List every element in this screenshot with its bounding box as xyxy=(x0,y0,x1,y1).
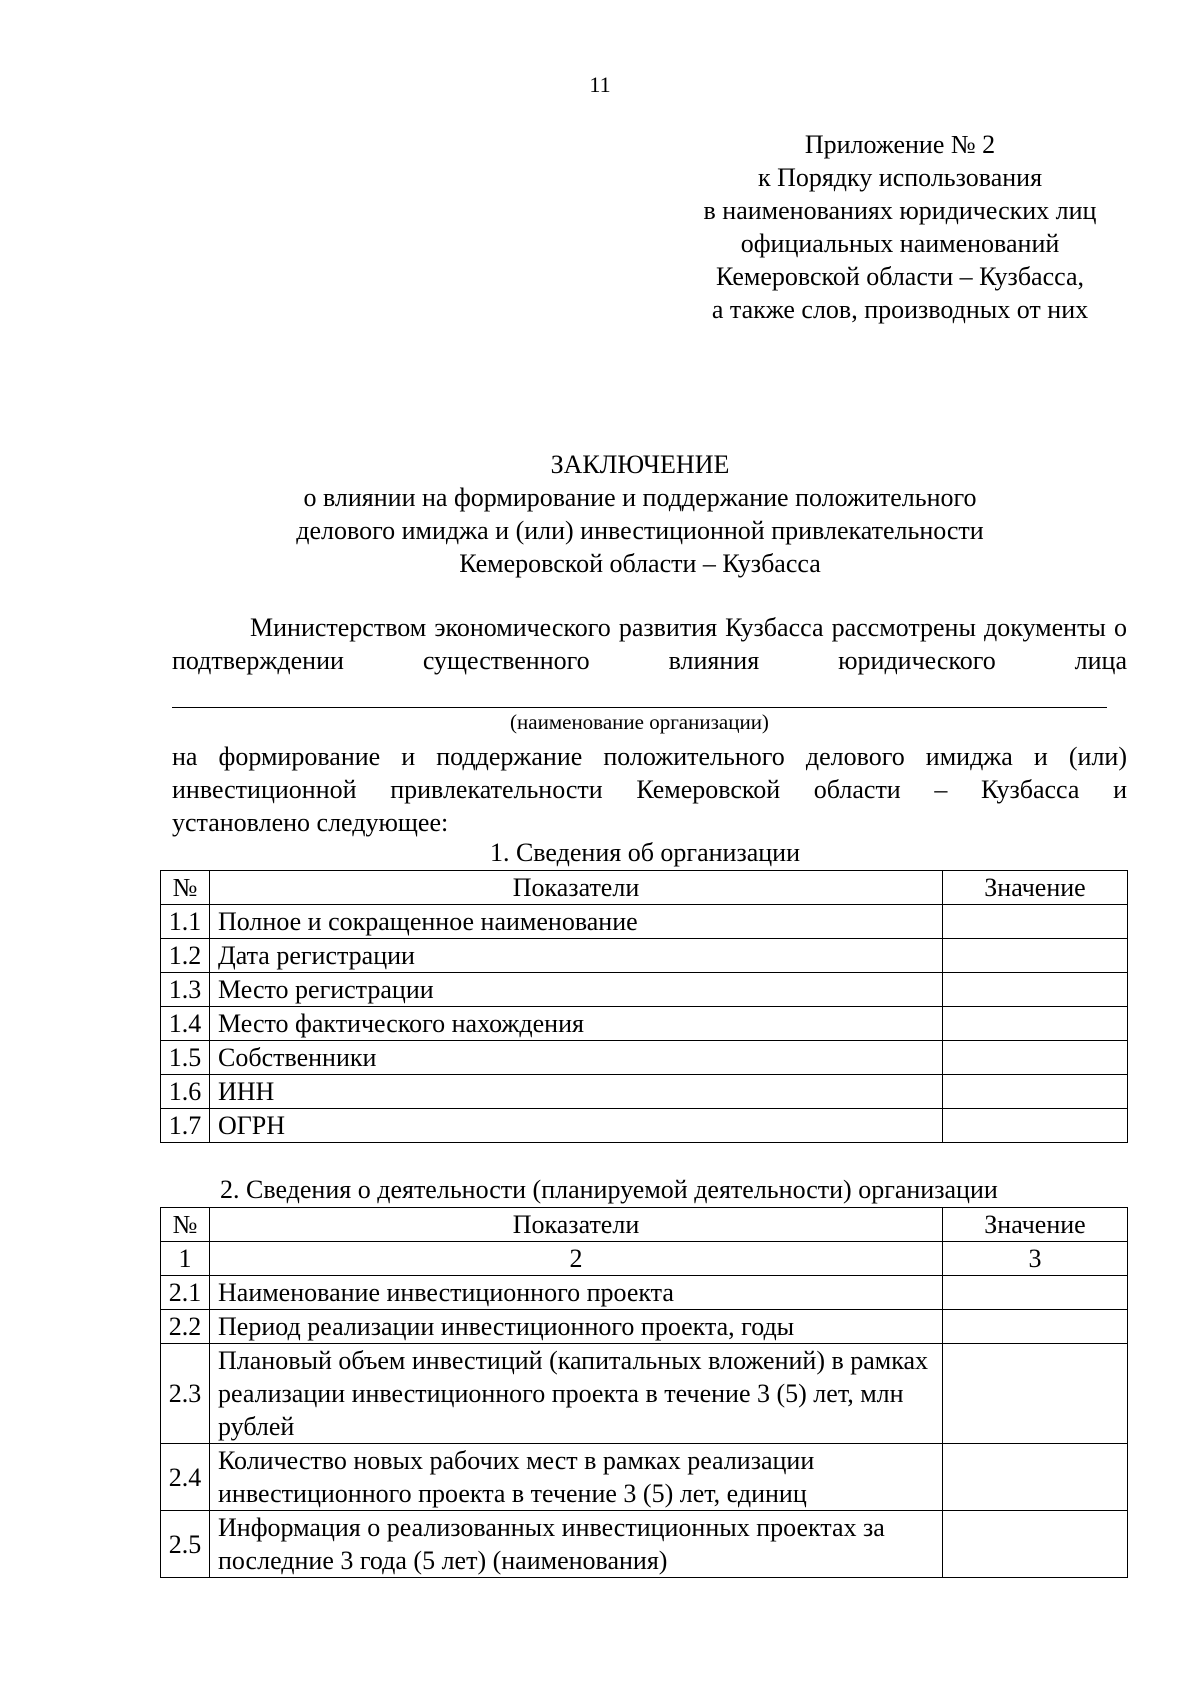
row-num: 2.1 xyxy=(161,1276,210,1310)
title-line: Кемеровской области – Кузбасса xyxy=(459,549,821,578)
row-num: 2.4 xyxy=(161,1444,210,1511)
row-indicator: ИНН xyxy=(210,1075,943,1109)
appendix-line: Кемеровской области – Кузбасса, xyxy=(715,262,1085,291)
row-value-cell[interactable] xyxy=(943,1075,1128,1109)
appendix-block xyxy=(640,128,1160,326)
table-row xyxy=(161,1276,1128,1310)
row-value-cell[interactable] xyxy=(943,905,1128,939)
table-row xyxy=(161,1310,1128,1344)
row-indicator: Количество новых рабочих мест в рамках реализации инвестиционного проекта в течение 3 (5) лет, единиц xyxy=(210,1444,943,1511)
row-indicator: Период реализации инвестиционного проекта, годы xyxy=(210,1310,943,1344)
row-num: 1.2 xyxy=(161,939,210,973)
header-num: № xyxy=(161,1208,210,1242)
appendix-line: к Порядку использования xyxy=(757,163,1043,192)
row-value-cell[interactable] xyxy=(943,939,1128,973)
column-number: 1 xyxy=(161,1242,210,1276)
row-indicator: Место регистрации xyxy=(210,973,943,1007)
organization-name-caption: (наименование организации) xyxy=(510,710,769,734)
table-row xyxy=(161,1511,1128,1578)
appendix-line: официальных наименований xyxy=(740,229,1060,258)
row-value-cell[interactable] xyxy=(943,1310,1128,1344)
row-num: 2.2 xyxy=(161,1310,210,1344)
title-heading: ЗАКЛЮЧЕНИЕ xyxy=(550,450,730,479)
table-row xyxy=(161,905,1128,939)
page-number: 11 xyxy=(589,72,611,97)
paragraph-line: на формирование и поддержание положительного делового имиджа и (или) xyxy=(172,742,1127,771)
section1-title: 1. Сведения об организации xyxy=(489,838,801,867)
row-value-cell[interactable] xyxy=(943,1007,1128,1041)
column-number-row xyxy=(161,1242,1128,1276)
intro-paragraph: Министерством экономического развития Кузбасса рассмотрены документы о подтверждении существенного влияния юридического лица xyxy=(172,613,1127,675)
document-title xyxy=(150,448,1130,580)
table-row xyxy=(161,1007,1128,1041)
row-indicator: Полное и сокращенное наименование xyxy=(210,905,943,939)
row-value-cell[interactable] xyxy=(943,1041,1128,1075)
row-indicator: Плановый объем инвестиций (капитальных вложений) в рамках реализации инвестиционного проекта в течение 3 (5) лет, млн рублей xyxy=(210,1344,943,1444)
header-num: № xyxy=(161,871,210,905)
row-num: 2.3 xyxy=(161,1344,210,1444)
organization-info-table xyxy=(160,870,1128,1143)
row-num: 1.3 xyxy=(161,973,210,1007)
intro-paragraph-continued xyxy=(172,740,1127,839)
row-num: 1.4 xyxy=(161,1007,210,1041)
column-number: 3 xyxy=(943,1242,1128,1276)
title-line: делового имиджа и (или) инвестиционной привлекательности xyxy=(296,516,984,545)
row-indicator: Наименование инвестиционного проекта xyxy=(210,1276,943,1310)
activity-info-table xyxy=(160,1207,1128,1578)
section2-title: 2. Сведения о деятельности (планируемой деятельности) организации xyxy=(220,1175,998,1204)
table-header-row xyxy=(161,1208,1128,1242)
header-indicator: Показатели xyxy=(210,871,943,905)
row-value-cell[interactable] xyxy=(943,1511,1128,1578)
row-num: 1.6 xyxy=(161,1075,210,1109)
row-num: 1.1 xyxy=(161,905,210,939)
appendix-line: а также слов, производных от них xyxy=(711,295,1089,324)
row-value-cell[interactable] xyxy=(943,1276,1128,1310)
row-num: 1.7 xyxy=(161,1109,210,1143)
appendix-line: в наименованиях юридических лиц xyxy=(703,196,1097,225)
row-num: 1.5 xyxy=(161,1041,210,1075)
table-row xyxy=(161,1344,1128,1444)
column-number: 2 xyxy=(210,1242,943,1276)
row-indicator: Собственники xyxy=(210,1041,943,1075)
table-row xyxy=(161,1109,1128,1143)
table-row xyxy=(161,1444,1128,1511)
row-value-cell[interactable] xyxy=(943,1344,1128,1444)
row-num: 2.5 xyxy=(161,1511,210,1578)
table-row xyxy=(161,973,1128,1007)
appendix-line: Приложение № 2 xyxy=(804,130,996,159)
table-row xyxy=(161,939,1128,973)
row-indicator: Место фактического нахождения xyxy=(210,1007,943,1041)
table-row xyxy=(161,1075,1128,1109)
row-value-cell[interactable] xyxy=(943,1444,1128,1511)
organization-name-line[interactable] xyxy=(172,707,1107,708)
row-value-cell[interactable] xyxy=(943,1109,1128,1143)
header-indicator: Показатели xyxy=(210,1208,943,1242)
paragraph-line: инвестиционной привлекательности Кемеровской области – Кузбасса и xyxy=(172,775,1127,804)
table-row xyxy=(161,1041,1128,1075)
row-indicator: ОГРН xyxy=(210,1109,943,1143)
row-indicator: Дата регистрации xyxy=(210,939,943,973)
row-indicator: Информация о реализованных инвестиционных проектах за последние 3 года (5 лет) (наименования) xyxy=(210,1511,943,1578)
header-value: Значение xyxy=(943,871,1128,905)
row-value-cell[interactable] xyxy=(943,973,1128,1007)
header-value: Значение xyxy=(943,1208,1128,1242)
table-header-row xyxy=(161,871,1128,905)
paragraph-line: установлено следующее: xyxy=(172,808,449,837)
title-line: о влиянии на формирование и поддержание положительного xyxy=(303,483,977,512)
